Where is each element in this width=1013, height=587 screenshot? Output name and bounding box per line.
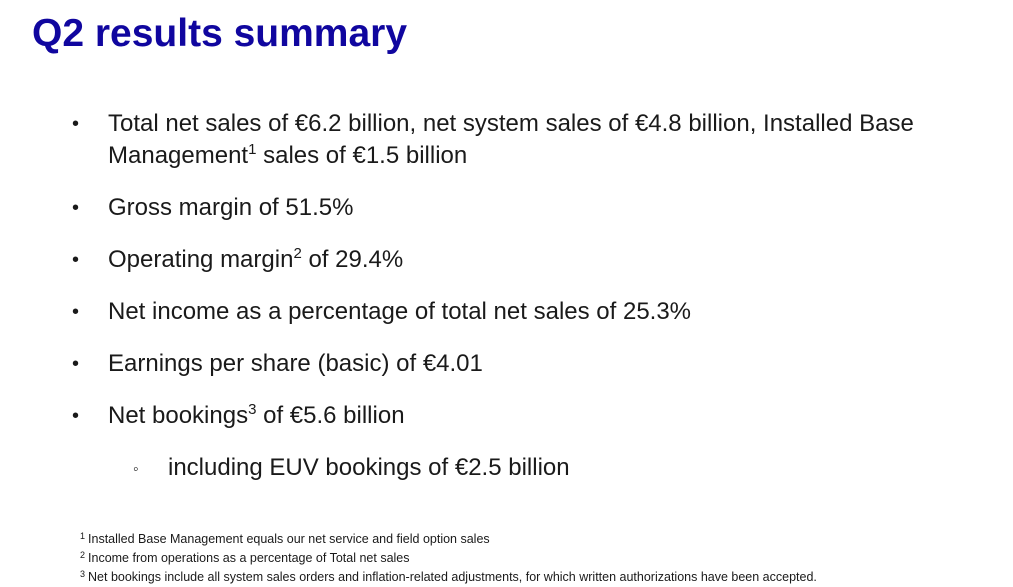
- bullet-text-part: Operating margin: [108, 246, 294, 273]
- bullet-total-net-sales: [0, 108, 1013, 172]
- bullet-marker: •: [72, 301, 80, 323]
- bullet-marker: •: [72, 353, 80, 375]
- footnote-number: 2: [80, 550, 86, 560]
- bullet-text: Net income as a percentage of total net sales of 25.3%: [108, 298, 692, 325]
- bullet-text-part: Net bookings: [108, 402, 249, 429]
- bullet-marker: •: [72, 113, 80, 135]
- footnote-ref: 3: [248, 401, 257, 418]
- footnotes: [80, 530, 817, 587]
- sub-bullet-marker: ◦: [133, 461, 139, 478]
- sub-bullet-euv-bookings: [0, 452, 1013, 484]
- bullet-marker: •: [72, 405, 80, 427]
- sub-bullet-text: including EUV bookings of €2.5 billion: [168, 454, 570, 481]
- footnote-ref: 2: [293, 245, 302, 262]
- footnote-2: [80, 549, 817, 568]
- bullet-eps: [0, 348, 1013, 380]
- footnote-number: 3: [80, 569, 86, 579]
- footnote-3: [80, 568, 817, 587]
- footnote-ref: 1: [248, 141, 257, 158]
- footnote-text: Net bookings include all system sales orders and inflation-related adjustments, for which written authorizations have been accepted.: [88, 570, 817, 584]
- bullet-text: Earnings per share (basic) of €4.01: [108, 350, 483, 377]
- bullet-gross-margin: [0, 192, 1013, 224]
- bullet-text-part: sales of €1.5 billion: [256, 142, 468, 169]
- footnote-number: 1: [80, 531, 86, 541]
- bullet-net-income: [0, 296, 1013, 328]
- bullet-text: Gross margin of 51.5%: [108, 194, 354, 221]
- bullet-operating-margin: [0, 244, 1013, 276]
- footnote-1: [80, 530, 817, 549]
- bullet-marker: •: [72, 249, 80, 271]
- bullet-list: [0, 108, 1013, 484]
- bullet-marker: •: [72, 197, 80, 219]
- footnote-text: Installed Base Management equals our net service and field option sales: [88, 532, 490, 546]
- bullet-text-line-2: [108, 140, 1013, 172]
- bullet-text-part: Management: [108, 142, 249, 169]
- slide-title: Q2 results summary: [32, 12, 408, 55]
- bullet-text-part: of 29.4%: [301, 246, 404, 273]
- bullet-net-bookings: [0, 400, 1013, 432]
- bullet-text-line-1: Total net sales of €6.2 billion, net system sales of €4.8 billion, Installed Base: [108, 110, 914, 137]
- bullet-text-part: of €5.6 billion: [256, 402, 405, 429]
- footnote-text: Income from operations as a percentage of Total net sales: [88, 551, 410, 565]
